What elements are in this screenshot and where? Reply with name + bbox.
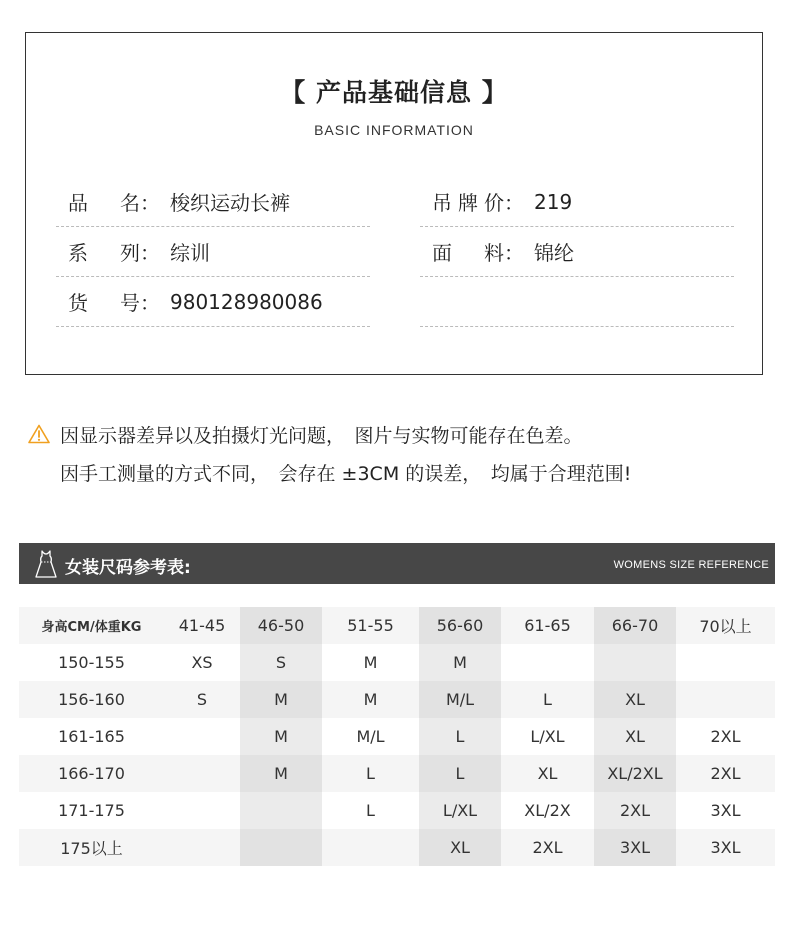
size-cell: 2XL <box>676 755 775 792</box>
height-cell: 166-170 <box>19 755 164 792</box>
size-cell <box>322 829 419 866</box>
size-cell <box>240 829 322 866</box>
size-cell: 2XL <box>501 829 594 866</box>
size-cell: M <box>240 681 322 718</box>
size-cell: M <box>419 644 501 681</box>
info-row-sku: 货 号 ： 980128980086 <box>56 277 370 327</box>
info-value: 980128980086 <box>170 289 323 314</box>
height-cell: 175以上 <box>19 829 164 866</box>
warning-triangle-icon <box>28 424 50 444</box>
weight-header-cell: 70以上 <box>676 607 775 644</box>
info-label: 吊 牌 价 <box>432 191 504 215</box>
size-cell: M/L <box>419 681 501 718</box>
height-cell: 156-160 <box>19 681 164 718</box>
info-row-empty <box>420 277 734 327</box>
size-chart-header <box>19 543 775 584</box>
size-cell: L <box>322 792 419 829</box>
info-label: 品 名 <box>68 191 140 215</box>
notice-line-2: 因手工测量的方式不同， 会存在 ±3CM 的误差， 均属于合理范围! <box>60 462 632 485</box>
info-label: 面 料 <box>432 241 504 265</box>
size-cell: L <box>501 681 594 718</box>
info-value: 综训 <box>170 241 210 265</box>
color-notice <box>28 420 631 486</box>
size-table <box>19 607 775 866</box>
table-row <box>19 755 775 792</box>
info-row-series: 系 列 ： 综训 <box>56 227 370 277</box>
size-cell: 3XL <box>676 792 775 829</box>
info-row-price: 吊 牌 价 ： 219 <box>420 177 734 227</box>
size-cell: XL <box>594 681 676 718</box>
table-row <box>19 829 775 866</box>
info-row-name: 品 名 ： 梭织运动长裤 <box>56 177 370 227</box>
dress-icon <box>33 550 59 578</box>
size-cell: XL/2XL <box>594 755 676 792</box>
size-cell: L/XL <box>419 792 501 829</box>
size-cell: 2XL <box>676 718 775 755</box>
size-cell <box>164 718 240 755</box>
product-info-box <box>25 32 763 375</box>
size-cell: S <box>164 681 240 718</box>
table-corner-cell: 身高CM/体重KG <box>19 607 164 644</box>
size-cell: L <box>419 718 501 755</box>
size-cell: M <box>240 718 322 755</box>
size-cell <box>501 644 594 681</box>
size-cell: L <box>322 755 419 792</box>
weight-header-cell: 41-45 <box>164 607 240 644</box>
weight-header-cell: 46-50 <box>240 607 322 644</box>
size-cell: XL <box>594 718 676 755</box>
size-cell: XL <box>419 829 501 866</box>
weight-header-cell: 61-65 <box>501 607 594 644</box>
height-cell: 161-165 <box>19 718 164 755</box>
size-cell <box>676 644 775 681</box>
table-row <box>19 644 775 681</box>
info-value: 锦纶 <box>534 241 574 265</box>
weight-header-cell: 51-55 <box>322 607 419 644</box>
size-cell: XL <box>501 755 594 792</box>
size-cell: XS <box>164 644 240 681</box>
size-cell <box>164 829 240 866</box>
size-cell <box>164 755 240 792</box>
size-cell <box>676 681 775 718</box>
size-cell: M <box>240 755 322 792</box>
size-cell: 3XL <box>594 829 676 866</box>
info-label: 货 号 <box>68 291 140 315</box>
size-cell: XL/2X <box>501 792 594 829</box>
info-value: 219 <box>534 189 573 214</box>
size-cell: L <box>419 755 501 792</box>
size-chart-subtitle: WOMENS SIZE REFERENCE <box>613 559 769 571</box>
size-cell <box>164 792 240 829</box>
info-title: 【 产品基础信息 】 <box>280 78 508 107</box>
size-cell: L/XL <box>501 718 594 755</box>
height-cell: 171-175 <box>19 792 164 829</box>
table-header-row <box>19 607 775 644</box>
size-cell: 2XL <box>594 792 676 829</box>
size-chart-title: 女装尺码参考表: <box>65 558 191 578</box>
size-cell: M/L <box>322 718 419 755</box>
size-cell: S <box>240 644 322 681</box>
info-row-fabric: 面 料 ： 锦纶 <box>420 227 734 277</box>
info-label: 系 列 <box>68 241 140 265</box>
size-cell: M <box>322 644 419 681</box>
weight-header-cell: 66-70 <box>594 607 676 644</box>
info-subtitle: BASIC INFORMATION <box>314 122 474 138</box>
weight-header-cell: 56-60 <box>419 607 501 644</box>
size-cell: 3XL <box>676 829 775 866</box>
height-cell: 150-155 <box>19 644 164 681</box>
notice-line-1: 因显示器差异以及拍摄灯光问题， 图片与实物可能存在色差。 <box>28 420 631 448</box>
table-row <box>19 792 775 829</box>
table-row <box>19 681 775 718</box>
table-row <box>19 718 775 755</box>
size-cell: M <box>322 681 419 718</box>
info-value: 梭织运动长裤 <box>170 191 290 215</box>
size-cell <box>594 644 676 681</box>
size-cell <box>240 792 322 829</box>
